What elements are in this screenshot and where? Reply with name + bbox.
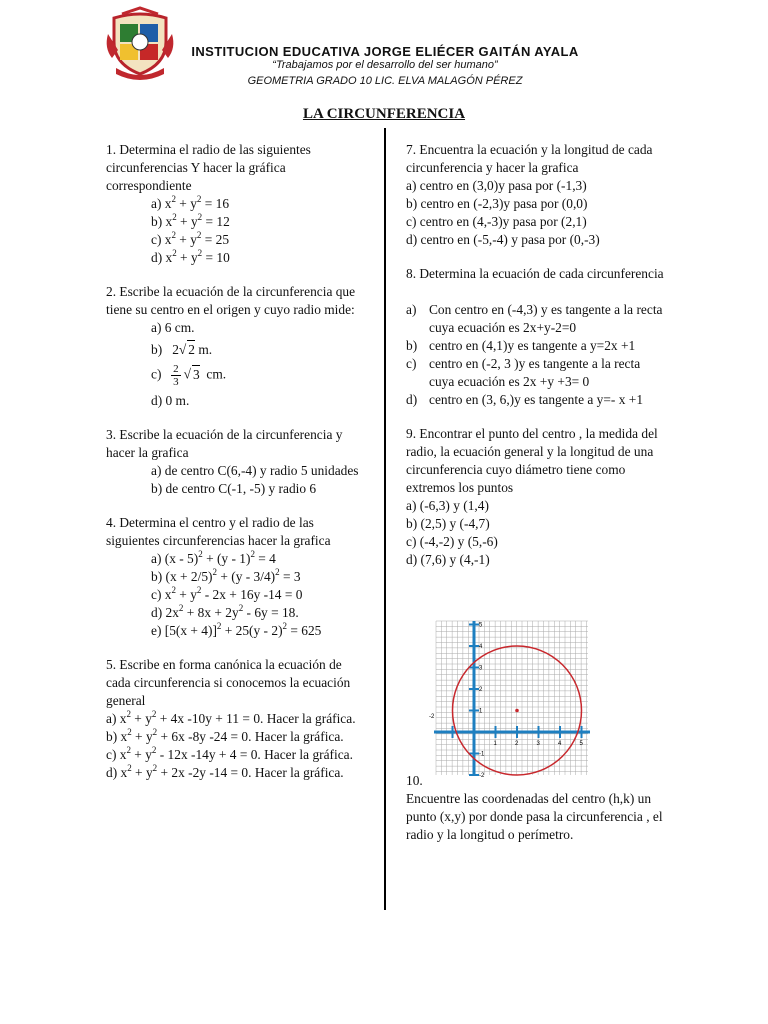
school-motto: “Trabajamos por el desarrollo del ser humano”: [272, 59, 498, 71]
problem-7-item-c: c) centro en (4,-3)y pasa por (2,1): [406, 214, 587, 229]
problem-7-item-b: b) centro en (-2,3)y pasa por (0,0): [406, 196, 588, 211]
problem-1-question: 1. Determina el radio de las siguientes circunferencias Y hacer la gráfica correspondiente: [106, 142, 311, 193]
x-tick-label: 5: [579, 741, 583, 747]
problem-9: [406, 425, 666, 569]
x-tick-label: -2: [429, 714, 435, 720]
problem-9-item-a: a) (-6,3) y (1,4): [406, 498, 489, 513]
problem-4-item-b: b) $(x + 2/5)^2 + (y - 3/4)^2 = 3$: [151, 567, 301, 584]
problem-8-item-a: a) Con centro en (-4,3) y es tangente a la recta cuya ecuación es 2x+y-2=0: [406, 302, 663, 335]
graph-circle-center-point: [515, 709, 519, 713]
problem-7-question: 7. Encuentra la ecuación y la longitud de cada circunferencia y hacer la grafica: [406, 142, 653, 175]
problem-5-item-d: d) $x^2 + y^2 + 2x$ -2y -14 = 0. Hacer la gráfica.: [106, 763, 344, 780]
graph-ticks: [453, 622, 582, 776]
right-column: [406, 141, 666, 585]
problem-9-item-c: c) (-4,-2) y (5,-6): [406, 534, 498, 549]
problem-3-item-a: a) de centro C(6,-4) y radio 5 unidades: [151, 463, 359, 478]
left-column: [106, 141, 368, 798]
x-tick-label: 3: [536, 741, 540, 747]
y-tick-label: 1: [479, 708, 483, 715]
problem-9-item-b: b) (2,5) y (-4,7): [406, 516, 490, 531]
course-teacher-line: GEOMETRIA GRADO 10 LIC. ELVA MALAGÓN PÉREZ: [247, 75, 523, 87]
problem-2-item-d: d) 0 m.: [151, 393, 190, 408]
problem-1-item-d: d) $x^2 + y^2 = 10$: [151, 248, 230, 265]
problem-7-item-d: d) centro en (-5,-4) y pasa por (0,-3): [406, 232, 600, 247]
problem-4: [106, 514, 368, 640]
y-tick-label: 5: [479, 622, 483, 629]
problem-1-item-c: c) $x^2 + y^2 = 25$: [151, 230, 230, 247]
x-tick-label: 1: [493, 741, 497, 747]
problem-10-text: Encuentre las coordenadas del centro (h,k) un punto (x,y) por donde pasa la circunferencia , el radio y la longitud o perímetro.: [406, 791, 663, 842]
problem-1-item-a: a) $x^2 + y^2 = 16$: [151, 194, 230, 211]
problem-3: [106, 426, 368, 498]
problem-1-item-b: b) $x^2 + y^2 = 12$: [151, 212, 230, 229]
y-tick-label: 3: [479, 665, 483, 672]
problem-8-question: 8. Determina la ecuación de cada circunferencia: [406, 266, 664, 281]
problem-9-item-d: d) (7,6) y (4,-1): [406, 552, 490, 567]
problem-4-item-d: d) $2x^2 + 8x + 2y^2 - 6y = 18$.: [151, 603, 299, 620]
problem-8: [406, 265, 666, 409]
problem-8-item-b: b) centro en (4,1)y es tangente a y=2x +1: [406, 338, 636, 353]
graph-y-tick-labels: [479, 623, 485, 780]
y-tick-label: 4: [479, 644, 483, 650]
problem-2: [106, 283, 368, 410]
problem-10: [406, 772, 666, 844]
problem-2-item-b: b) 2√ 2 m.: [151, 342, 213, 357]
x-tick-label: 4: [558, 741, 562, 747]
problem-9-question: 9. Encontrar el punto del centro , la medida del radio, la ecuación general y la longitud de una circunferencia cuyo diámetro tiene como extremos los puntos: [406, 426, 658, 495]
problem-5-item-b: b) $x^2 + y^2 + 6x$ -8y -24 = 0. Hacer la gráfica.: [106, 727, 344, 744]
problem-4-item-e: e) $[5(x + 4)]^2 + 25(y - 2)^2 = 625$: [151, 621, 322, 638]
problem-2-item-c: c) $\frac{2}{3}$ √ 3 cm.: [151, 363, 227, 388]
problem-10-number: 10.: [406, 773, 423, 788]
problem-1: [106, 141, 368, 267]
problem-5-item-c: c) $x^2 + y^2 - 12x$ -14y + 4 = 0. Hacer la gráfica.: [106, 745, 353, 762]
column-divider: [384, 128, 386, 910]
problem-8-item-d: d) centro en (3, 6,)y es tangente a y=- x +1: [406, 392, 644, 407]
x-tick-label: 2: [515, 741, 519, 747]
problem-8-item-c: c) centro en (-2, 3 )y es tangente a la recta cuya ecuación es 2x +y +3= 0: [406, 356, 641, 389]
y-tick-label: -2: [479, 773, 485, 779]
problem-2-question: 2. Escribe la ecuación de la circunferencia que tiene su centro en el origen y cuyo radio mide:: [106, 284, 356, 317]
problem-7-item-a: a) centro en (3,0)y pasa por (-1,3): [406, 178, 587, 193]
problem-5-question: 5. Escribe en forma canónica la ecuación de cada circunferencia si conocemos la ecuación general: [106, 657, 351, 708]
graph-grid: [436, 621, 588, 775]
page-title: LA CIRCUNFERENCIA: [302, 106, 466, 122]
y-tick-label: -1: [479, 751, 485, 758]
institution-name: INSTITUCION EDUCATIVA JORGE ELIÉCER GAITÁN AYALA: [191, 44, 579, 59]
y-tick-label: 2: [479, 687, 483, 693]
problem-5-item-a: a) $x^2 + y^2 + 4x$ -10y + 11 = 0. Hacer la gráfica.: [106, 709, 356, 726]
school-crest-logo: [106, 12, 174, 82]
problem-4-question: 4. Determina el centro y el radio de las siguientes circunferencias hacer la grafica: [106, 515, 331, 548]
problem-7: [406, 141, 666, 249]
problem-3-item-b: b) de centro C(-1, -5) y radio 6: [151, 481, 317, 496]
problem-4-item-c: c) $x^2 + y^2 - 2x + 16y$ -14 = 0: [151, 585, 303, 602]
problem-4-item-a: a) (x - 5)$^2$ + (y - 1)$^2$ = 4: [151, 549, 276, 566]
problem-3-question: 3. Escribe la ecuación de la circunferencia y hacer la grafica: [106, 427, 343, 460]
circle-graph: [429, 619, 592, 779]
problem-5: [106, 656, 368, 782]
problem-2-item-a: a) 6 cm.: [151, 320, 195, 335]
